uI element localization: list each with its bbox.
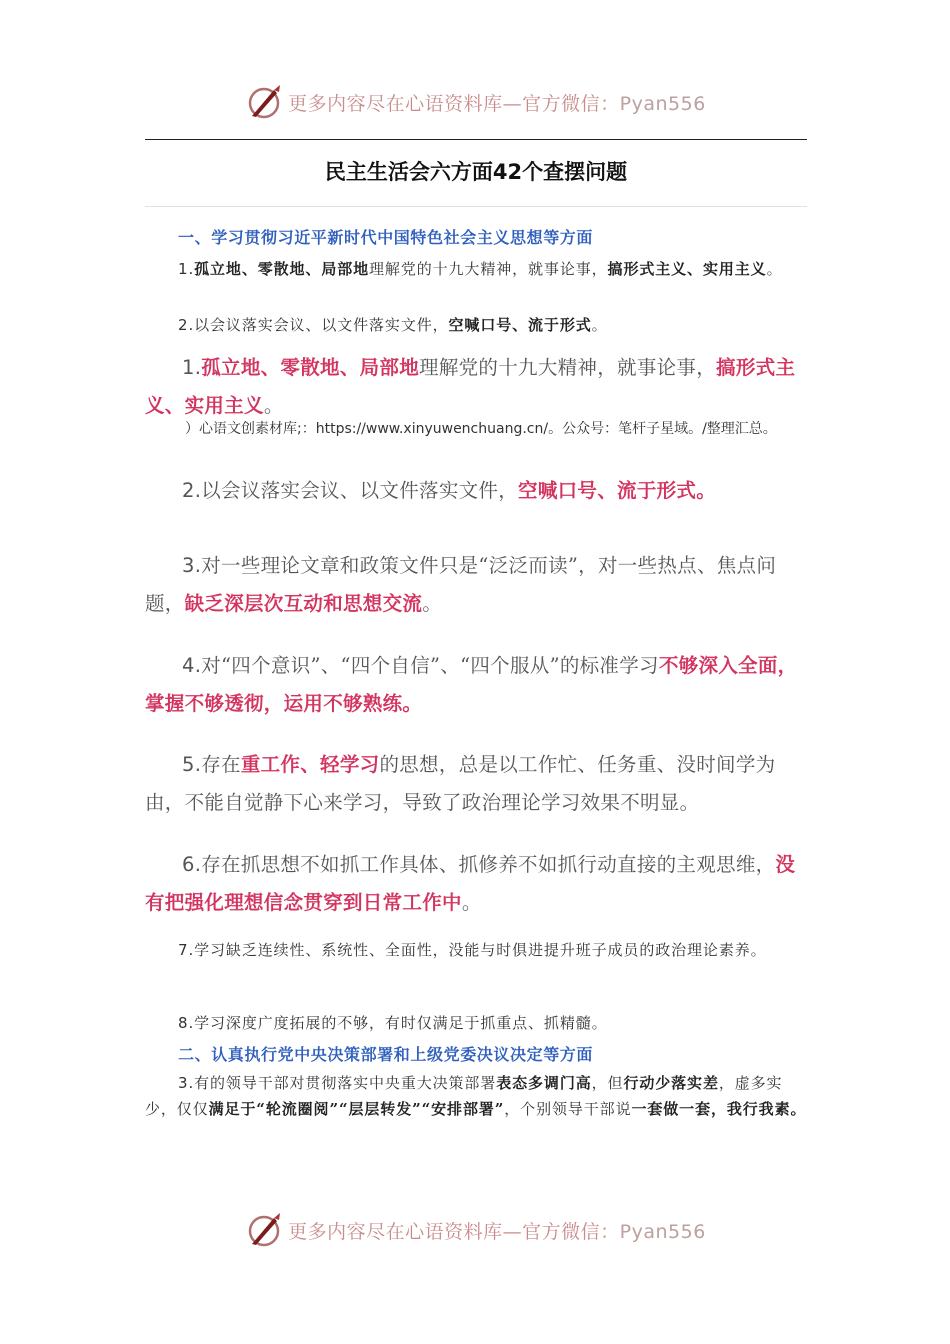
- banner-text: 更多内容尽在心语资料库—官方微信：: [288, 92, 620, 115]
- header-banner: [0, 80, 950, 124]
- footer-banner: [0, 1208, 950, 1252]
- banner-account: Pyan556: [619, 92, 706, 115]
- title-rule: [145, 206, 807, 207]
- paragraph-large-6: 6.存在抓思想不如抓工作具体、抓修养不如抓行动直接的主观思维，没有把强化理想信念贯穿到日常工作中。: [145, 853, 796, 914]
- paragraph-large-5: 5.存在重工作、轻学习的思想，总是以工作忙、任务重、没时间学为由，不能自觉静下心来学习，导致了政治理论学习效果不明显。: [145, 753, 776, 814]
- section-heading-2: 二、认真执行党中央决策部署和上级党委决议决定等方面: [178, 1045, 594, 1064]
- source-note: ）心语文创素材库;：https://www.xinyuwenchuang.cn/。公众号：笔杆子星域。/整理汇总。: [185, 421, 777, 437]
- paragraph-small-1: 1.孤立地、零散地、局部地理解党的十九大精神，就事论事，搞形式主义、实用主义。: [178, 260, 783, 278]
- header-rule: [145, 139, 807, 140]
- paragraph-small-8: 8.学习深度广度拓展的不够，有时仅满足于抓重点、抓精髓。: [178, 1014, 608, 1032]
- banner-text: 更多内容尽在心语资料库—官方微信：: [288, 1220, 620, 1243]
- paragraph-large-3: 3.对一些理论文章和政策文件只是“泛泛而读”，对一些热点、焦点问题，缺乏深层次互动和思想交流。: [145, 554, 777, 615]
- paragraph-large-4: 4.对“四个意识”、“四个自信”、“四个服从”的标准学习不够深入全面，掌握不够透彻，运用不够熟练。: [145, 654, 798, 715]
- quill-logo-icon: [244, 1210, 284, 1250]
- banner-account: Pyan556: [619, 1220, 706, 1243]
- paragraph-large-1: 1.孤立地、零散地、局部地理解党的十九大精神，就事论事，搞形式主义、实用主义。: [145, 356, 796, 417]
- paragraph-small-7: 7.学习缺乏连续性、系统性、全面性，没能与时俱进提升班子成员的政治理论素养。: [178, 941, 767, 959]
- section-heading-1: 一、学习贯彻习近平新时代中国特色社会主义思想等方面: [178, 228, 594, 247]
- paragraph-small-s2-3: 3.有的领导干部对贯彻落实中央重大决策部署表态多调门高，但行动少落实差，虚多实少，仅仅满足于“轮流圈阅”“层层转发”“安排部署”，个别领导干部说一套做一套，我行我素。: [145, 1074, 807, 1118]
- paragraph-large-2: 2.以会议落实会议、以文件落实文件，空喊口号、流于形式。: [182, 479, 717, 502]
- paragraph-small-2: 2.以会议落实会议、以文件落实文件，空喊口号、流于形式。: [178, 316, 608, 334]
- page-title: 民主生活会六方面42个查摆问题: [324, 160, 628, 184]
- quill-logo-icon: [244, 82, 284, 122]
